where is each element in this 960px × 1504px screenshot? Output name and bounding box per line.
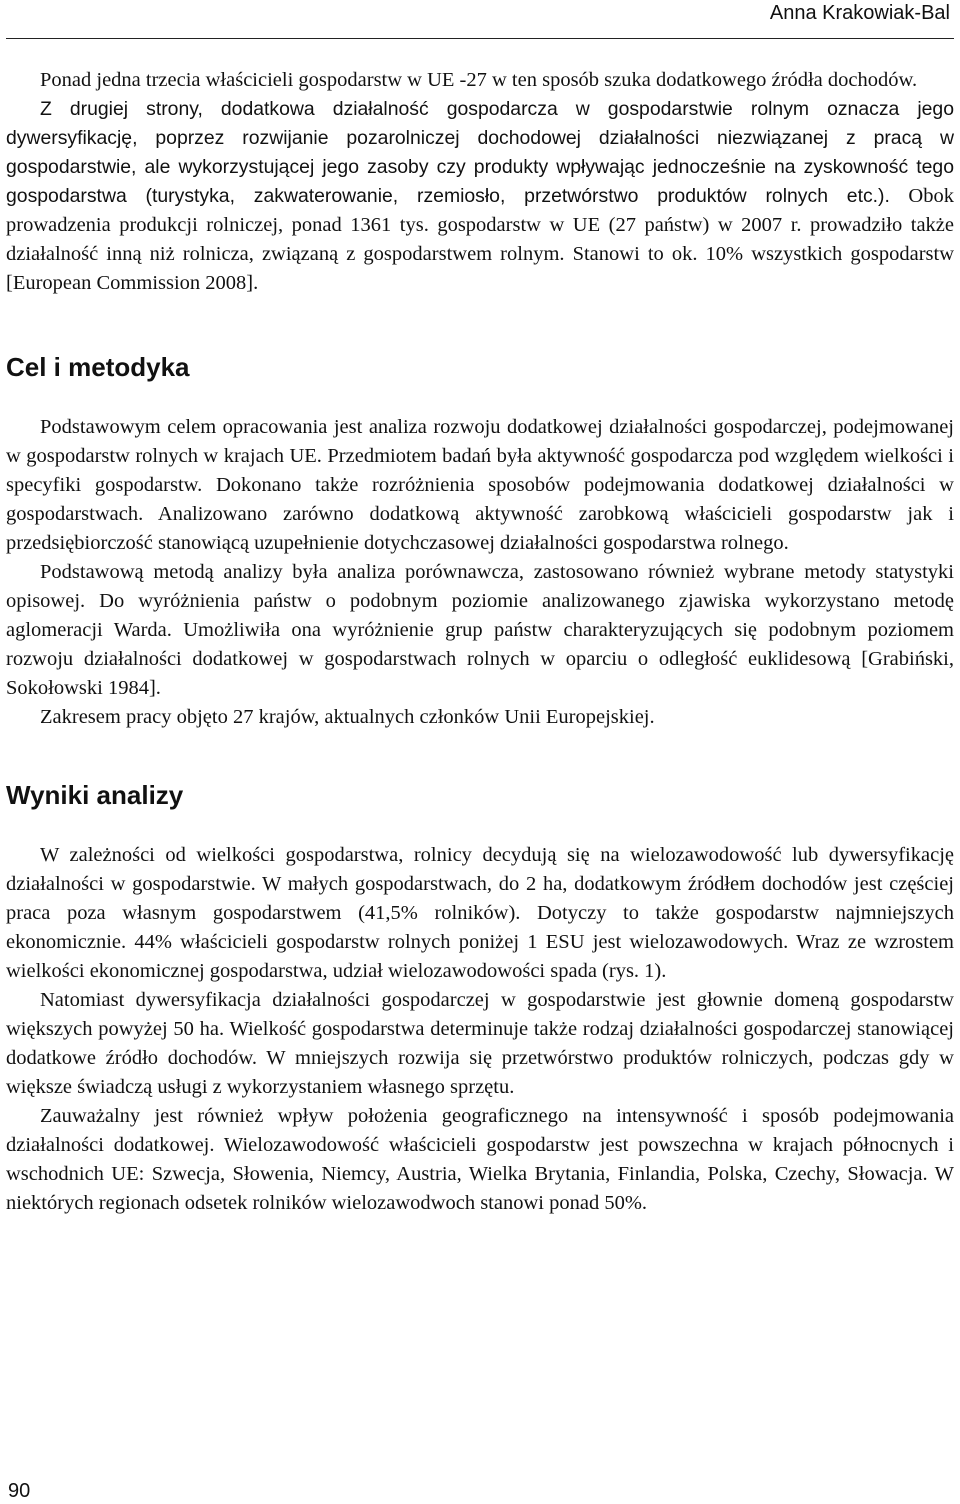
intro-paragraph-2	[6, 95, 954, 298]
section-heading-wyniki-analizy: Wyniki analizy	[6, 780, 184, 810]
page-number: 90	[8, 1480, 31, 1502]
header-author: Anna Krakowiak-Bal	[769, 2, 950, 24]
intro-paragraph-2-serif: Obok prowadzenia produkcji rolniczej, ponad 1361 tys. gospodarstw w UE (27 państw) w 2007 r. prowadziło także działalność inną niż rolnicza, związaną z gospodarstwem rolnym. Stanowi to ok. 10% wszystkich gospodarstw [European Commission 2008].	[6, 185, 954, 294]
section2-paragraph-3: Zauważalny jest również wpływ położenia geograficznego na intensywność i sposób podejmowania działalności dodatkowej. Wielozawodowość właścicieli gospodarstw jest powszechna w krajach północnych i wschodnich UE: Szwecja, Słowenia, Niemcy, Austria, Wielka Brytania, Finlandia, Polska, Czechy, Słowacja. W niektórych regionach odsetek rolników wielozawodwoch stanowi ponad 50%.	[6, 1105, 954, 1214]
section2-paragraph-1: W zależności od wielkości gospodarstwa, rolnicy decydują się na wielozawodowość lub dywersyfikację działalności w gospodarstwie. W małych gospodarstwach, do 2 ha, dodatkowym źródłem dochodów jest częściej praca poza własnym gospodarstwem (41,5% rolników). Dotyczy to także gospodarstw najmniejszych ekonomicznie. 44% właścicieli gospodarstw rolnych poniżej 1 ESU jest wielozawodowych. Wraz ze wzrostem wielkości ekonomicznej gospodarstwa, udział wielozawodowości spada (rys. 1).	[6, 844, 954, 982]
intro-paragraph-2-sans: Z drugiej strony, dodatkowa działalność gospodarcza w gospodarstwie rolnym oznacza jego dywersyfikację, poprzez rozwijanie pozarolniczej dochodowej działalności niezwiązanej z pracą w gospodarstwie, ale wykorzystującej jego zasoby czy produkty wpływając jednocześnie na zyskowność tego gospodarstwa (turystyka, zakwaterowanie, rzemiosło, przetwórstwo produktów rolnych etc.).	[6, 98, 954, 207]
section1-paragraph-1: Podstawowym celem opracowania jest analiza rozwoju dodatkowej działalności gospodarczej, podejmowanej w gospodarstw rolnych w krajach UE. Przedmiotem badań była aktywność gospodarcza pod względem wielkości i specyfiki gospodarstw. Dokonano także rozróżnienia sposobów podejmowania dodatkowej działalności w gospodarstwach. Analizowano zarówno dodatkową aktywność zarobkową właścicieli gospodarstw jak i przedsiębiorczość stanowiącą uzupełnienie dotychczasowej działalności gospodarstwa rolnego.	[6, 416, 954, 554]
page-content	[6, 66, 954, 1218]
section2-paragraph-2: Natomiast dywersyfikacja działalności gospodarczej w gospodarstwie jest głownie domeną gospodarstw większych powyżej 50 ha. Wielkość gospodarstwa determinuje także rodzaj działalności gospodarczej stanowiącej dodatkowe źródło dochodów. W mniejszych rozwija się przetwórstwo produktów rolniczych, podczas gdy w większe świadczą usługi z wykorzystaniem własnego sprzętu.	[6, 989, 954, 1098]
section-heading-cel-i-metodyka: Cel i metodyka	[6, 352, 190, 382]
intro-paragraph-1: Ponad jedna trzecia właścicieli gospodarstw w UE -27 w ten sposób szuka dodatkowego źródła dochodów.	[40, 69, 918, 91]
section1-paragraph-2: Podstawową metodą analizy była analiza porównawcza, zastosowano również wybrane metody statystyki opisowej. Do wyróżnienia państw o podobnym poziomie analizowanego zjawiska wykorzystano metodę aglomeracji Warda. Umożliwiła ona wyróżnienie grup państw charakteryzujących się podobnym poziomem rozwoju działalności dodatkowej w gospodarstwach rolnych w oparciu o odległość euklidesową [Grabiński, Sokołowski 1984].	[6, 561, 954, 699]
section1-paragraph-3: Zakresem pracy objęto 27 krajów, aktualnych członków Unii Europejskiej.	[40, 706, 655, 728]
running-header	[6, 0, 954, 39]
